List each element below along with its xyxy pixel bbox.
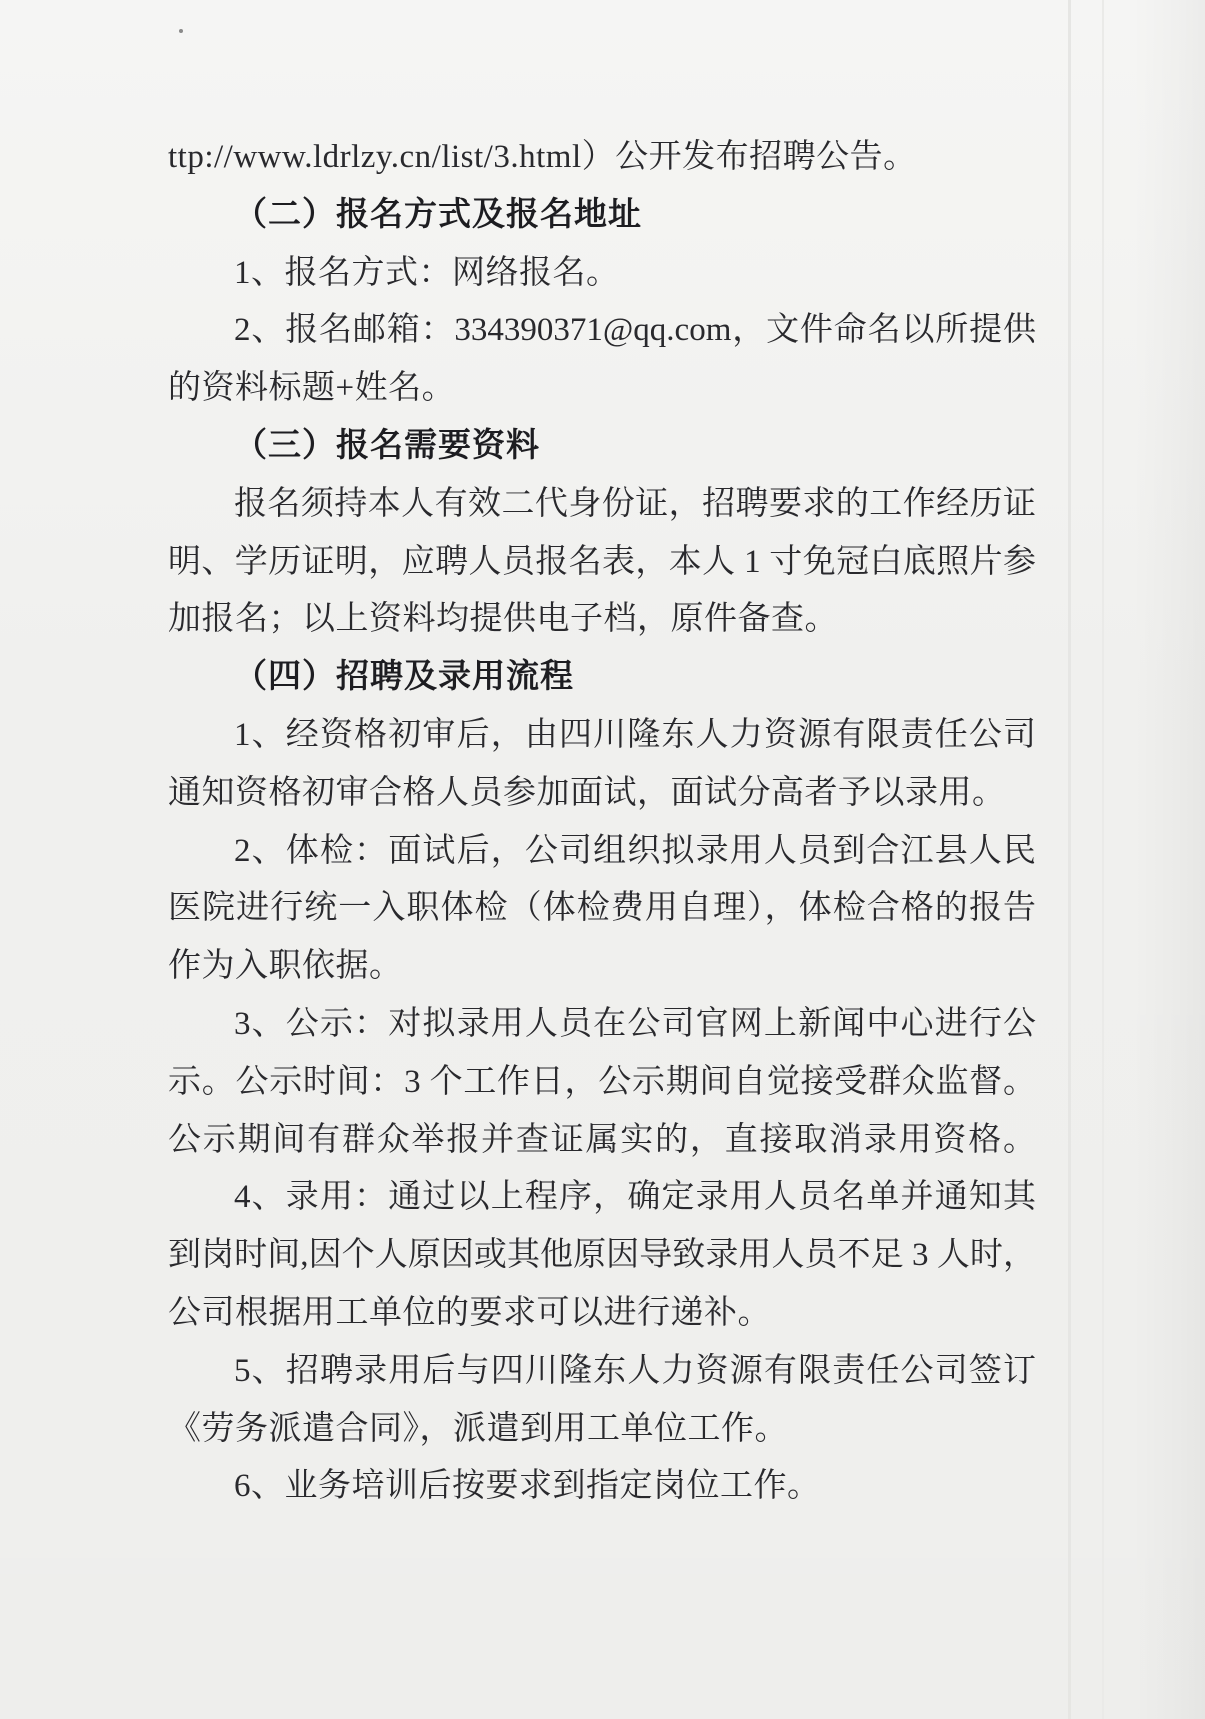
text-line: 作为入职依据。 — [168, 948, 403, 985]
text-line: 《劳务派遣合同》，派遣到用工单位工作。 — [168, 1410, 788, 1447]
scan-streak-artifact — [1068, 0, 1071, 1719]
section-heading-4: （四）招聘及录用流程 — [234, 659, 574, 696]
text-line: 医院进行统一入职体检（体检费用自理），体检合格的报告 — [168, 890, 1036, 927]
text-line: 通知资格初审合格人员参加面试，面试分高者予以录用。 — [168, 774, 1006, 811]
text-line: 2、体检：面试后，公司组织拟录用人员到合江县人民 — [234, 832, 1036, 869]
section-heading-2: （二）报名方式及报名地址 — [234, 196, 642, 233]
text-line: 5、招聘录用后与四川隆东人力资源有限责任公司签订 — [234, 1352, 1036, 1389]
text-line: 1、报名方式：网络报名。 — [234, 254, 620, 291]
text-line: 4、录用：通过以上程序，确定录用人员名单并通知其 — [234, 1179, 1036, 1216]
scan-streak-artifact — [1102, 0, 1104, 1719]
text-line: ttp://www.ldrlzy.cn/list/3.html）公开发布招聘公告。 — [168, 139, 917, 175]
section-heading-3: （三）报名需要资料 — [234, 427, 540, 464]
text-line: 报名须持本人有效二代身份证，招聘要求的工作经历证 — [234, 485, 1036, 522]
document-body — [168, 129, 1036, 1516]
text-line: 公司根据用工单位的要求可以进行递补。 — [168, 1294, 771, 1331]
text-line: 3、公示：对拟录用人员在公司官网上新闻中心进行公 — [234, 1005, 1036, 1042]
text-line: 加报名；以上资料均提供电子档，原件备查。 — [168, 601, 838, 638]
text-line: 明、学历证明，应聘人员报名表，本人 1 寸免冠白底照片参 — [168, 543, 1036, 580]
text-line: 的资料标题+姓名。 — [168, 370, 456, 407]
text-line: 2、报名邮箱：334390371@qq.com，文件命名以所提供 — [234, 312, 1036, 349]
text-line: 6、业务培训后按要求到指定岗位工作。 — [234, 1468, 821, 1505]
text-line: 1、经资格初审后，由四川隆东人力资源有限责任公司 — [234, 716, 1036, 753]
text-line: 公示期间有群众举报并查证属实的，直接取消录用资格。 — [168, 1121, 1036, 1158]
text-line: 到岗时间,因个人原因或其他原因导致录用人员不足 3 人时， — [168, 1237, 1036, 1274]
text-line: 示。公示时间：3 个工作日，公示期间自觉接受群众监督。 — [168, 1063, 1036, 1100]
dust-speck-artifact — [179, 29, 183, 33]
